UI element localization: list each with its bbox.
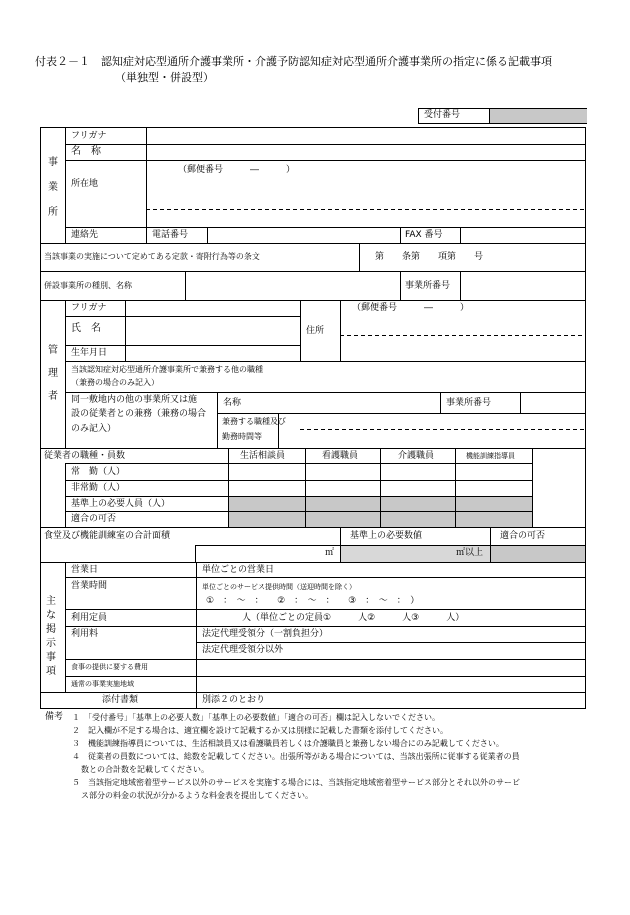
service-capacity-value: 人（単位ごとの定員① 人② 人③ 人）	[242, 613, 465, 623]
attachments-value: 別添２のとおり	[202, 695, 266, 705]
manager-address-label: 住所	[306, 326, 325, 336]
service-days-label: 営業日	[71, 565, 99, 575]
staff-row-fulltime: 常 勤（人）	[71, 467, 126, 477]
service-fee-value2: 法定代理受領分以外	[202, 645, 284, 655]
manager-birth-label: 生年月日	[71, 348, 108, 358]
annex-office-no-label: 事業所番号	[405, 281, 451, 291]
area-label: 食堂及び機能訓練室の合計面積	[44, 531, 171, 541]
manager-other-name-label: 名称	[223, 398, 242, 408]
note-5-cont: ス部分の料金の状況が分かるような料金表を提出してください。	[81, 791, 313, 800]
staff-col-nurse: 看護職員	[322, 451, 359, 461]
articles-label: 当該事業の実施について定めてある定款・寄附行為等の条文	[44, 252, 260, 261]
office-fax-label: FAX 番号	[405, 230, 443, 240]
manager-other-line2: 設の従業者との兼務（兼務の場合	[71, 409, 207, 419]
manager-side-label-1: 管	[48, 345, 58, 356]
manager-side-label-2: 理	[48, 368, 58, 379]
article-number-label: 第 条第 項第 号	[375, 252, 484, 262]
notes-header: 備考	[45, 712, 64, 722]
manager-concurrent-line1: 当該認知症対応型通所介護事業所で兼務する他の職種	[71, 365, 263, 374]
form-title: 付表２－１ 認知症対応型通所介護事業所・介護予防認知症対応型通所介護事業所の指定に係る記載事項	[35, 55, 552, 68]
area-ok-label: 適合の可否	[500, 531, 546, 541]
office-furigana-label: フリガナ	[71, 131, 107, 141]
office-side-label-2: 業	[48, 182, 58, 193]
service-fee-value1: 法定代理受領分（一割負担分）	[202, 629, 329, 639]
manager-name-label: 氏 名	[71, 323, 101, 334]
note-1: １ 「受付番号」「基準上の必要人数」「基準上の必要数値」「適合の可否」欄は記入しないでください。	[72, 713, 440, 722]
manager-furigana-label: フリガナ	[71, 303, 107, 313]
service-area-label: 通常の事業実施地域	[71, 680, 134, 688]
staff-row-parttime: 非常勤（人）	[71, 483, 126, 493]
receipt-number-label: 受付番号	[424, 110, 461, 120]
note-2: ２ 記入欄が不足する場合は、適宜欄を設けて記載するか又は別様に記載した書類を添付してください。	[72, 726, 448, 735]
service-meal-label: 食事の提供に要する費用	[71, 663, 148, 671]
manager-concurrent-line2: （兼務の場合のみ記入）	[71, 378, 159, 387]
office-address-label: 所在地	[71, 179, 99, 189]
staff-col-counselor: 生活相談員	[240, 451, 286, 461]
note-3: ３ 機能訓練指導員については、生活相談員又は看護職員若しくは介護職員と兼務しない場合にのみ記載してください。	[72, 739, 504, 748]
office-postal-label: （郵便番号 ― ）	[178, 165, 296, 175]
note-4-cont: 数との合計数を記載してください。	[81, 765, 209, 774]
office-name-label: 名 称	[71, 146, 101, 157]
manager-other-line3: のみ記入）	[71, 424, 117, 434]
manager-other-office-no-label: 事業所番号	[446, 398, 492, 408]
staff-header: 従業者の職種・員数	[44, 451, 126, 461]
form-subtitle: （単独型・併設型）	[115, 71, 214, 84]
office-phone-label: 電話番号	[152, 230, 189, 240]
area-unit-2: ㎡以上	[456, 548, 484, 558]
area-standard-label: 基準上の必要数値	[350, 531, 423, 541]
office-side-label-1: 事	[48, 157, 58, 168]
note-5: ５ 当該指定地域密着型サービス以外のサービスを実施する場合には、当該指定地域密着型サービス部分とそれ以外のサービ	[72, 778, 520, 787]
annex-type-label: 併設事業所の種別、名称	[44, 281, 132, 290]
staff-row-ok: 適合の可否	[71, 514, 117, 524]
office-contact-label: 連絡先	[71, 230, 99, 240]
service-fee-label: 利用料	[71, 629, 99, 639]
manager-other-role-line2: 勤務時間等	[222, 432, 262, 441]
service-side-label: 主な掲示事項	[46, 596, 56, 677]
manager-other-line1: 同一敷地内の他の事業所又は施	[71, 395, 198, 405]
attachments-label: 添付書類	[102, 695, 139, 705]
area-unit-1: ㎡	[325, 548, 335, 558]
manager-postal-label: （郵便番号 ― ）	[352, 303, 470, 313]
note-4: ４ 従業者の員数については、総数を記載してください。出張所等がある場合については、当該出張所に従事する従業者の員	[72, 752, 520, 761]
staff-col-care: 介護職員	[398, 451, 435, 461]
service-capacity-label: 利用定員	[71, 613, 108, 623]
service-hours-label: 営業時間	[71, 581, 108, 591]
service-hours-note: 単位ごとのサービス提供時間（送迎時間を除く）	[202, 583, 356, 591]
manager-other-role-line1: 兼務する職種及び	[222, 417, 286, 426]
staff-row-required: 基準上の必要人員（人）	[71, 499, 171, 509]
service-days-value: 単位ごとの営業日	[202, 565, 275, 575]
service-hours-slots: ① ： ～ ： ② ： ～ ： ③ ： ～ ： ）	[206, 596, 420, 606]
staff-col-trainer: 機能訓練指導員	[466, 452, 515, 460]
manager-side-label-3: 者	[48, 391, 58, 402]
office-side-label-3: 所	[48, 207, 58, 218]
